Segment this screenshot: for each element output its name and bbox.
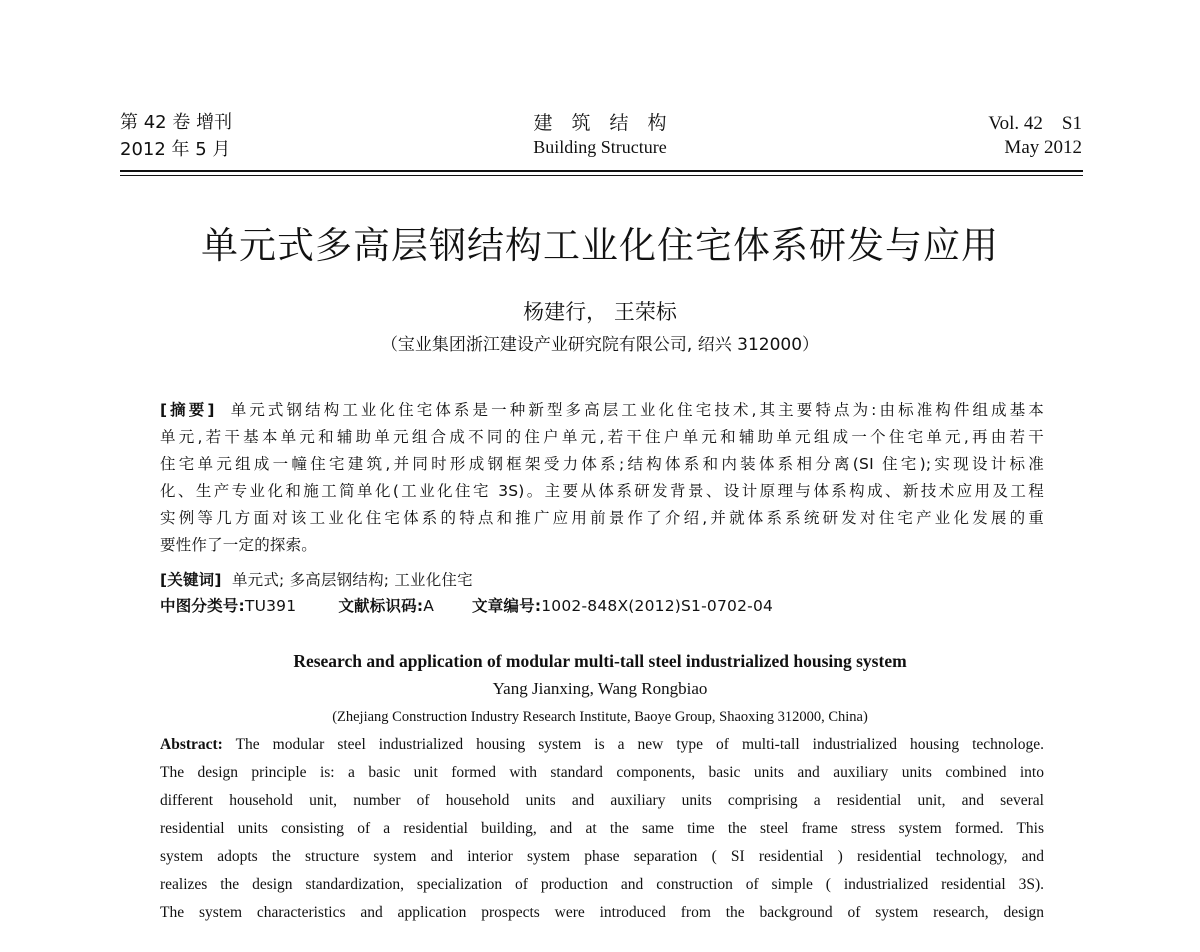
header-rule [120, 170, 1083, 172]
authors: 杨建行， 王荣标 [523, 300, 677, 324]
abstract-line: realizes the design standardization, specialization of production and construction of simple ( industrialized residential 3S). [160, 876, 1044, 893]
abstract-line: different household unit, number of household units and auxiliary units comprising a residential unit, and several [160, 792, 1044, 809]
abstract-line: residential units consisting of a residential building, and at the same time the steel frame stress system formed. This [160, 820, 1044, 837]
clc-value: TU391 [244, 597, 297, 615]
affiliation: （宝业集团浙江建设产业研究院有限公司, 绍兴 312000） [380, 335, 820, 355]
english-authors: Yang Jianxing, Wang Rongbiao [492, 679, 708, 698]
abstract-line: The design principle is: a basic unit formed with standard components, basic units and auxiliary units combined into [160, 764, 1044, 781]
journal-zh: 建 筑 结 构 [533, 112, 667, 134]
english-title: Research and application of modular multi-tall steel industrialized housing system [293, 651, 907, 671]
date-en: May 2012 [1004, 137, 1082, 158]
abstract-line: The system characteristics and application prospects were introduced from the background of system research, design [160, 904, 1044, 921]
article-no-value: 1002-848X(2012)S1-0702-04 [541, 597, 774, 615]
volume-zh: 第 42 卷 增刊 [120, 112, 233, 133]
doc-code-label: 文献标识码: [338, 597, 424, 615]
abstract-line: The modular steel industrialized housing system is a new type of multi-tall industrialized housing technologe. [235, 736, 1044, 753]
keywords-label: [关键词] [160, 571, 222, 589]
volume-en: Vol. 42 S1 [988, 113, 1082, 134]
keywords: 单元式; 多高层钢结构; 工业化住宅 [231, 571, 473, 589]
abstract-line: 单元式钢结构工业化住宅体系是一种新型多高层工业化住宅技术,其主要特点为:由标准构件组成基本 [230, 401, 1044, 419]
abstract-line: 要性作了一定的探索。 [160, 536, 318, 554]
abstract-label: [摘要] [160, 401, 215, 419]
date-zh: 2012 年 5 月 [120, 139, 231, 160]
journal-en: Building Structure [533, 137, 667, 157]
abstract-line: 单元,若干基本单元和辅助单元组合成不同的住户单元,若干住户单元和辅助单元组成一个住宅单元,再由若干 [160, 428, 1044, 446]
abstract-line: system adopts the structure system and interior system phase separation ( SI residential ) residential technology, and [160, 848, 1044, 865]
paper-title: 单元式多高层钢结构工业化住宅体系研发与应用 [201, 224, 999, 267]
doc-code-value: A [423, 597, 435, 615]
abstract-line: 化、生产专业化和施工简单化(工业化住宅 3S)。主要从体系研发背景、设计原理与体系构成、新技术应用及工程 [160, 482, 1044, 500]
clc-label: 中图分类号: [160, 597, 245, 615]
article-no-label: 文章编号: [472, 597, 542, 615]
classification-row [160, 594, 1044, 616]
english-affiliation: (Zhejiang Construction Industry Research Institute, Baoye Group, Shaoxing 312000, China) [332, 709, 868, 725]
header-rule [120, 175, 1083, 176]
abstract-line: 实例等几方面对该工业化住宅体系的特点和推广应用前景作了介绍,并就体系系统研发对住宅产业化发展的重 [160, 509, 1044, 527]
abstract-line: 住宅单元组成一幢住宅建筑,并同时形成钢框架受力体系;结构体系和内装体系相分离(SI 住宅);实现设计标准 [160, 455, 1044, 473]
abstract-en-label: Abstract: [160, 736, 223, 753]
